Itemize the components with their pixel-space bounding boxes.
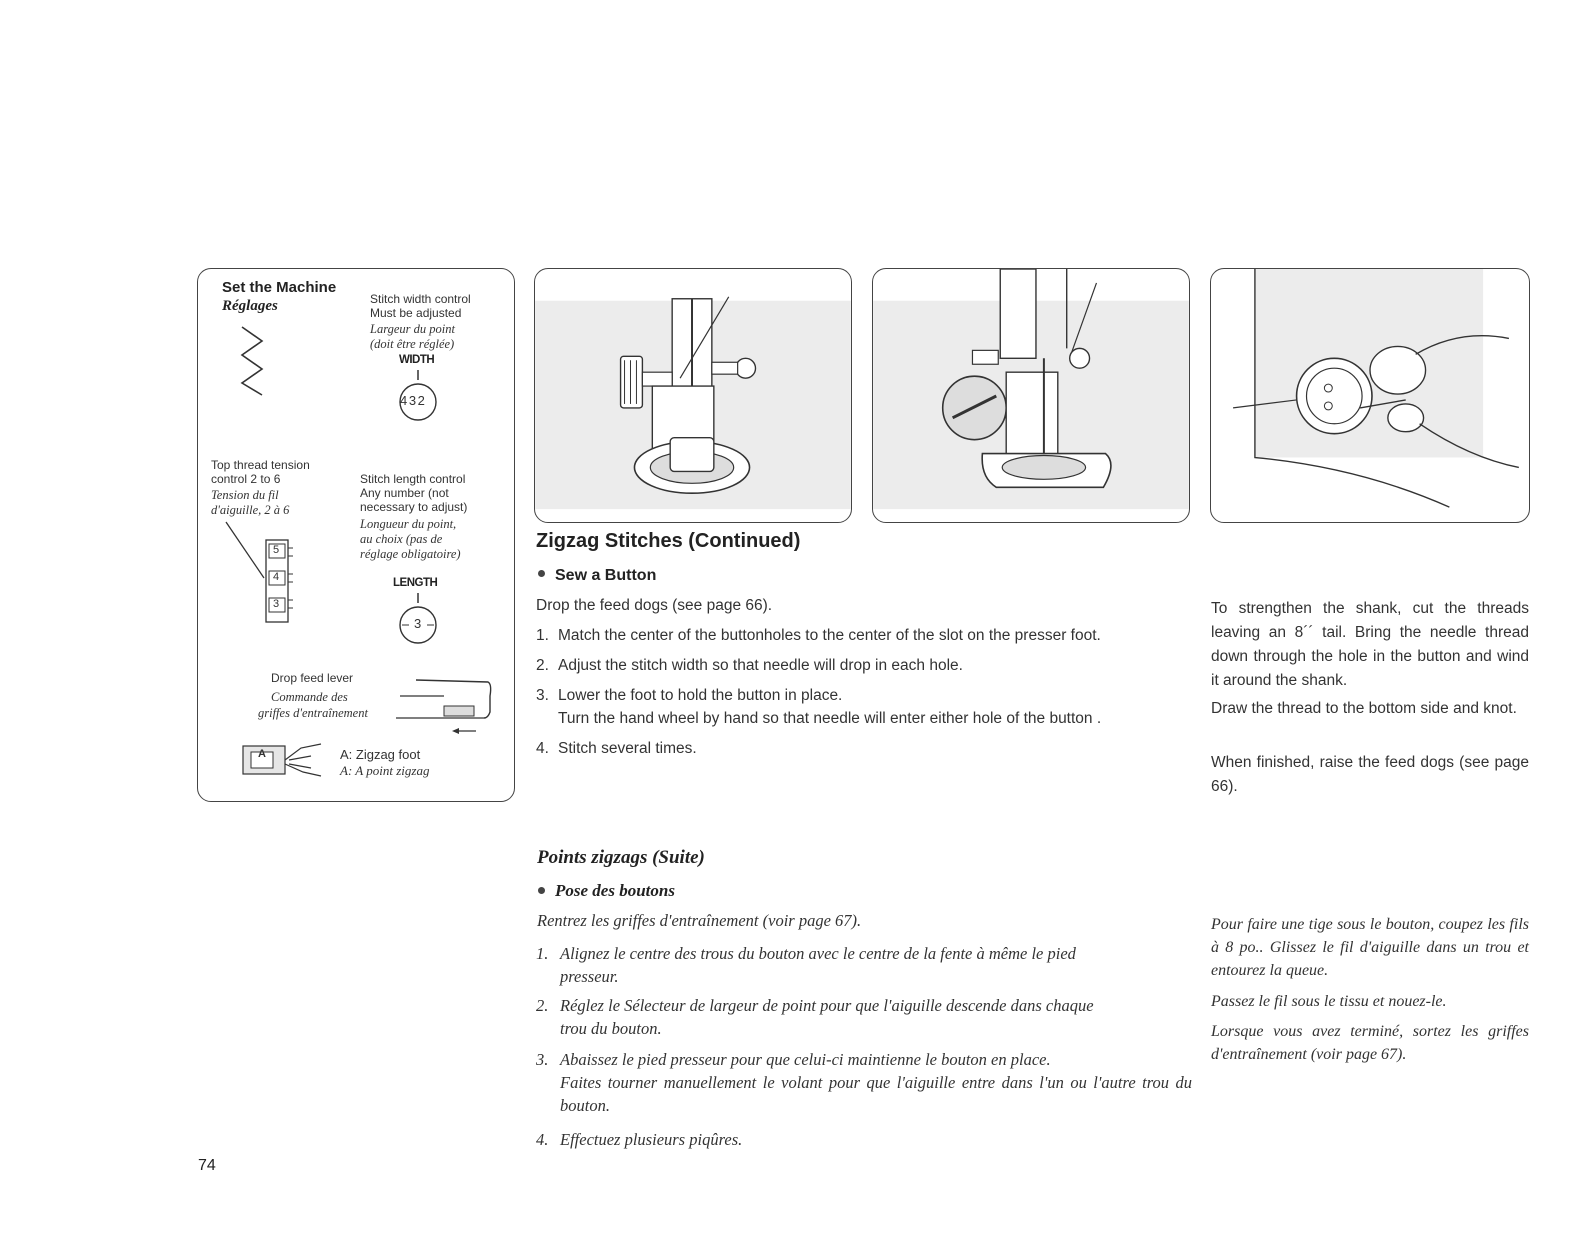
french-heading: Points zigzags (Suite) bbox=[537, 847, 705, 868]
english-right-para-1: To strengthen the shank, cut the threads leaving an 8´´ tail. Bring the needle thread down through the hole in the button and wind it around the shank. bbox=[1211, 600, 1529, 689]
zigzag-stitch-icon bbox=[236, 325, 268, 397]
french-right-para-3: Lorsque vous avez terminé, sortez les griffes d'entraînement (voir page 67). bbox=[1211, 1023, 1529, 1063]
english-step-4: 4. Stitch several times. bbox=[536, 740, 697, 757]
length-control-note-fr2: réglage obligatoire) bbox=[360, 547, 461, 561]
english-heading: Zigzag Stitches (Continued) bbox=[536, 530, 801, 552]
tension-dial-diagram bbox=[220, 518, 300, 628]
illustration-thread-shank bbox=[1210, 268, 1530, 523]
english-step-2: 2. Adjust the stitch width so that needle will drop in each hole. bbox=[536, 657, 963, 674]
length-control-note2: necessary to adjust) bbox=[360, 500, 468, 514]
drop-feed-lever-diagram bbox=[380, 676, 495, 744]
tension-value-4: 4 bbox=[273, 571, 280, 583]
english-right-para-3: When finished, raise the feed dogs (see page 66). bbox=[1211, 754, 1529, 795]
french-right-para-1: Pour faire une tige sous le bouton, coupez les fils à 8 po.. Glissez le fil d'aiguille dans un trou et entourez la queue. bbox=[1211, 916, 1529, 979]
drop-feed-label: Drop feed lever bbox=[271, 671, 354, 685]
tension-value-3: 3 bbox=[273, 598, 280, 610]
width-dial-label: WIDTH bbox=[399, 354, 435, 366]
foot-letter: A bbox=[258, 748, 266, 760]
tension-range: control 2 to 6 bbox=[211, 472, 281, 486]
english-step-3: 3. Lower the foot to hold the button in place. Turn the hand wheel by hand so that needle will enter either hole of the button . bbox=[536, 687, 1102, 727]
length-control-note1: Any number (not bbox=[360, 486, 449, 500]
width-control-note-fr: (doit être réglée) bbox=[370, 337, 455, 351]
tension-label-fr: Tension du fil bbox=[211, 488, 279, 502]
settings-title: Set the Machine bbox=[222, 279, 337, 296]
english-step-1: 1. Match the center of the buttonholes to the center of the slot on the presser foot. bbox=[536, 627, 1101, 644]
french-step-3: 3. Abaissez le pied presseur pour que celui-ci maintienne le bouton en place. Faites tourner manuellement le volant pour que l'aiguille entre dans l'un ou l'autre trou du bouton. bbox=[536, 1050, 1192, 1115]
length-control-note-fr1: au choix (pas de bbox=[360, 532, 443, 546]
french-step-2: 2. Réglez le Sélecteur de largeur de point pour que l'aiguille descende dans chaque trou du bouton. bbox=[536, 996, 1094, 1038]
bullet-icon bbox=[538, 887, 545, 894]
length-dial-label: LENGTH bbox=[393, 577, 438, 589]
width-control-label: Stitch width control bbox=[370, 292, 471, 306]
length-control-label: Stitch length control bbox=[360, 472, 466, 486]
tension-range-fr: d'aiguille, 2 à 6 bbox=[211, 503, 290, 517]
tension-value-5: 5 bbox=[273, 544, 280, 556]
length-dial-value: 3 bbox=[414, 616, 422, 631]
english-intro: Drop the feed dogs (see page 66). bbox=[536, 597, 773, 614]
english-right-para-2: Draw the thread to the bottom side and knot. bbox=[1211, 700, 1517, 717]
english-subheading: Sew a Button bbox=[538, 567, 656, 585]
page-number: 74 bbox=[198, 1157, 216, 1174]
zigzag-foot-icon bbox=[241, 742, 325, 780]
french-subheading: Pose des boutons bbox=[538, 881, 675, 901]
illustration-button-alignment bbox=[534, 268, 852, 523]
foot-label-fr: A: A point zigzag bbox=[340, 763, 430, 778]
drop-feed-label-fr2: griffes d'entraînement bbox=[258, 706, 368, 720]
bullet-icon bbox=[538, 570, 545, 577]
foot-label: A: Zigzag foot bbox=[340, 747, 421, 762]
width-dial-value: 4 3 2 bbox=[400, 393, 424, 408]
settings-title-fr: Réglages bbox=[222, 298, 278, 314]
french-right-para-2: Passez le fil sous le tissu et nouez-le. bbox=[1211, 993, 1447, 1010]
length-control-label-fr: Longueur du point, bbox=[360, 517, 457, 531]
width-control-note: Must be adjusted bbox=[370, 306, 462, 320]
drop-feed-label-fr1: Commande des bbox=[271, 690, 348, 704]
tension-label: Top thread tension bbox=[211, 458, 310, 472]
french-step-4: 4. Effectuez plusieurs piqûres. bbox=[536, 1130, 743, 1149]
french-step-1: 1. Alignez le centre des trous du bouton avec le centre de la fente à même le pied presseur. bbox=[536, 944, 1076, 986]
width-control-label-fr: Largeur du point bbox=[370, 322, 455, 336]
illustration-needle-hole bbox=[872, 268, 1190, 523]
french-intro: Rentrez les griffes d'entraînement (voir page 67). bbox=[537, 911, 862, 930]
